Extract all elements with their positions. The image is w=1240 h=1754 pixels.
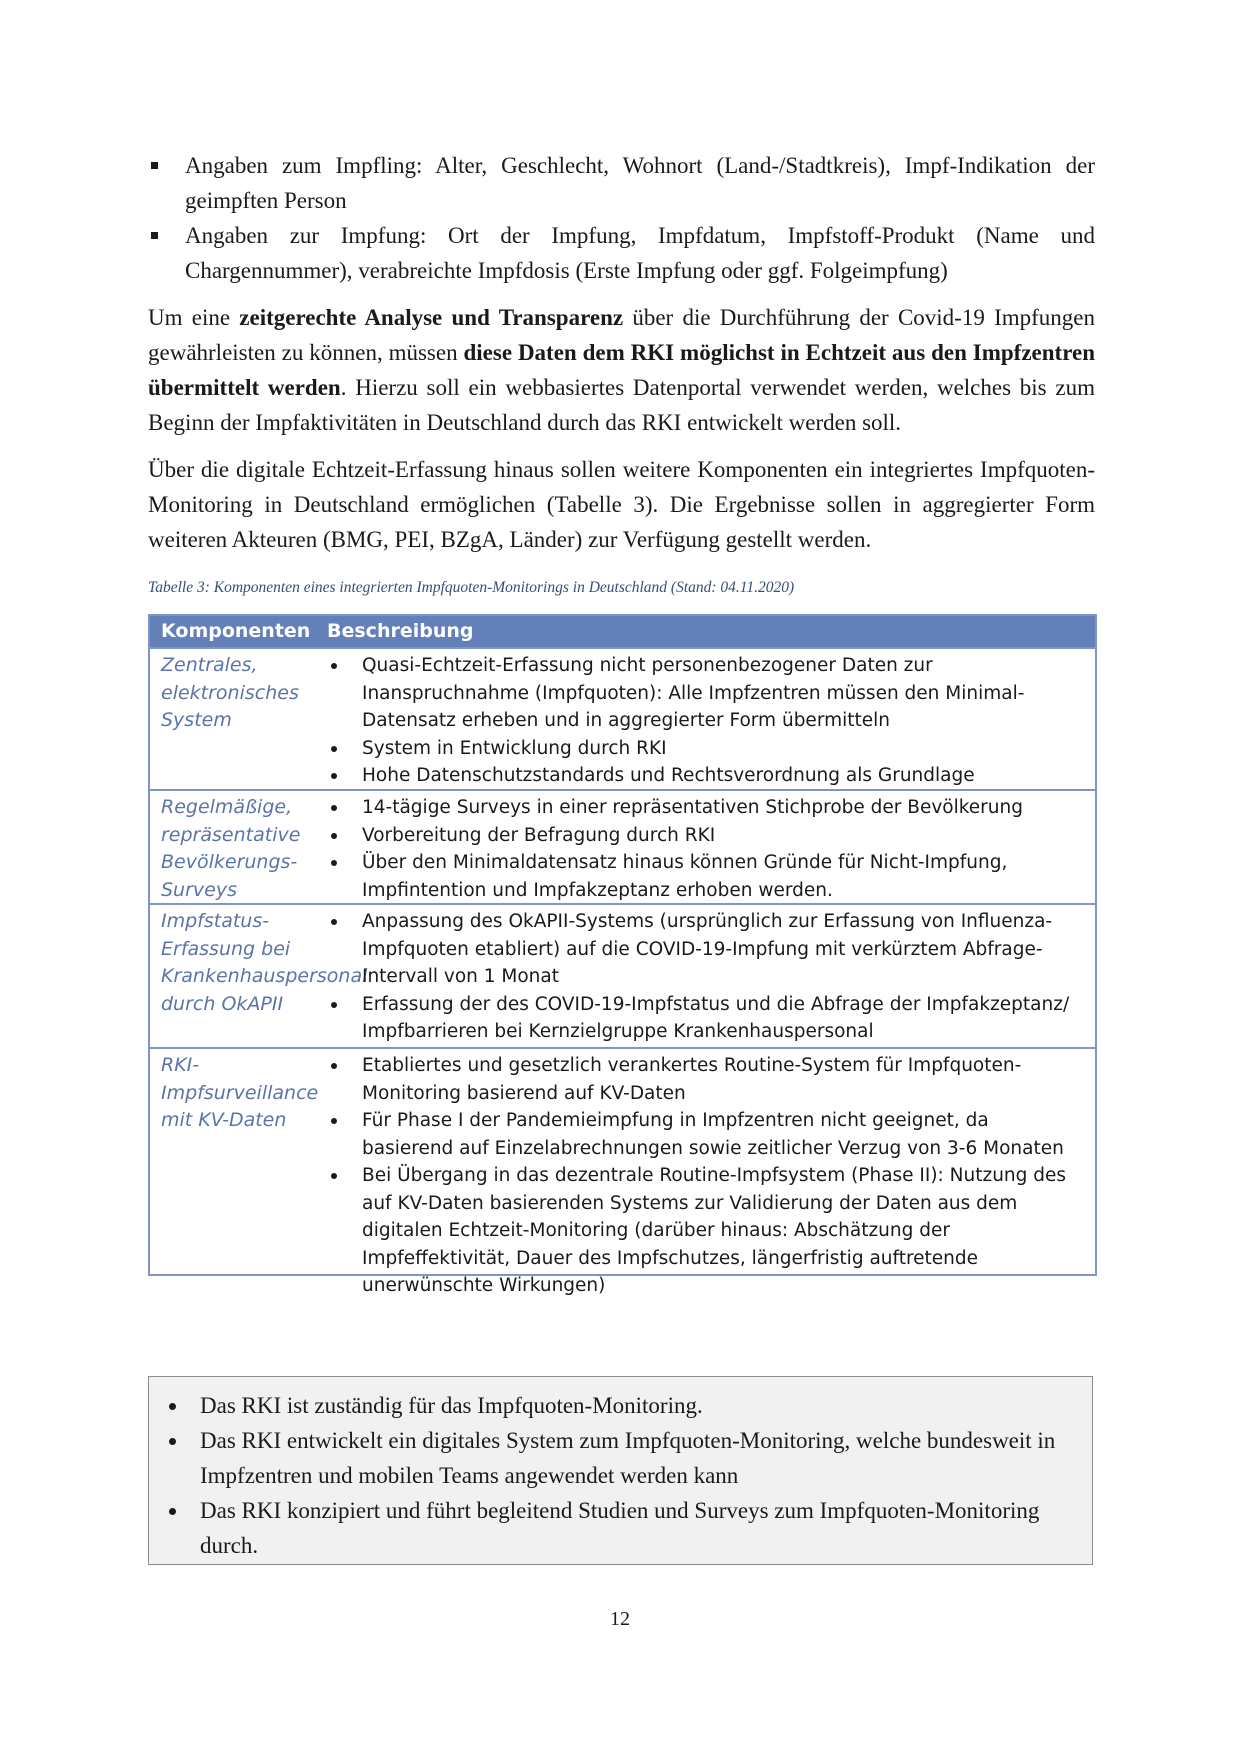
list-item: Über den Minimaldatensatz hinaus können Gründe für Nicht-Impfung, Impfintention und Impfakzeptanz erhoben werden. (317, 849, 1075, 904)
summary-box (148, 1376, 1093, 1565)
component-label: Zentrales, elektronisches System (161, 654, 299, 731)
bullet-icon (169, 1438, 176, 1445)
table-caption: Tabelle 3: Komponenten eines integrierten Impfquoten-Monitorings in Deutschland (Stand: 04.11.2020) (148, 579, 795, 596)
list-item: Angaben zum Impfling: Alter, Geschlecht, Wohnort (Land-/Stadtkreis), Impf-Indikation der geimpften Person (148, 148, 1095, 218)
bullet-icon (331, 919, 337, 925)
bullet-icon (331, 1063, 337, 1069)
component-label: Regelmäßige, repräsentative Bevölkerungs-Surveys (161, 796, 301, 901)
bullet-icon (331, 833, 337, 839)
component-label: RKI-Impfsurveillance mit KV-Daten (161, 1054, 319, 1131)
list-item: Vorbereitung der Befragung durch RKI (317, 822, 1075, 850)
bullet-icon (169, 1508, 176, 1515)
bullet-icon (331, 1118, 337, 1124)
list-item: System in Entwicklung durch RKI (317, 735, 1075, 763)
column-header: Beschreibung (327, 620, 474, 642)
table-row (150, 903, 1095, 1047)
document-page (148, 148, 1095, 1296)
paragraph-components: Über die digitale Echtzeit-Erfassung hinaus sollen weitere Komponenten ein integriertes Impfquoten-Monitoring in Deutschland ermöglichen (Tabelle 3). Die Ergebnisse sollen in aggregierter Form weiteren Akteuren (BMG, PEI, BZgA, Länder) zur Verfügung gestellt werden. (148, 457, 1095, 552)
component-label: Impfstatus-Erfassung bei Krankenhauspersonal durch OkAPII (161, 910, 368, 1015)
list-item: Das RKI entwickelt ein digitales System zum Impfquoten-Monitoring, welche bundesweit in Impfzentren und mobilen Teams angewendet werden kann (164, 1423, 1077, 1493)
square-bullet-icon (151, 232, 158, 239)
list-item: Hohe Datenschutzstandards und Rechtsverordnung als Grundlage (317, 762, 1075, 790)
list-item: Quasi-Echtzeit-Erfassung nicht personenbezogener Daten zur Inanspruchnahme (Impfquoten): Alle Impfzentren müssen den Minimal-Datensatz erheben und in aggregierter Form übermitteln (317, 652, 1075, 735)
component-description (317, 791, 1095, 903)
components-table (148, 614, 1097, 1296)
component-description (317, 649, 1095, 789)
list-item: Das RKI konzipiert und führt begleitend Studien und Surveys zum Impfquoten-Monitoring durch. (164, 1493, 1077, 1563)
emphasis: zeitgerechte Analyse und Transparenz (239, 305, 624, 330)
list-item: Bei Übergang in das dezentrale Routine-Impfsystem (Phase II): Nutzung des auf KV-Daten basierenden Systems zur Validierung der Daten aus dem digitalen Echtzeit-Monitoring (darüber hinaus: Abschätzung der Impfeffektivität, Dauer des Impfschutzes, längerfristig auftretende unerwünschte Wirkungen) (317, 1162, 1075, 1300)
list-item: Anpassung des OkAPII-Systems (ursprünglich zur Erfassung von Influenza-Impfquoten etabliert) auf die COVID-19-Impfung mit verkürztem Abfrage-Intervall von 1 Monat (317, 908, 1075, 991)
bullet-icon (331, 805, 337, 811)
bullet-icon (331, 1173, 337, 1179)
table-row (150, 1047, 1095, 1296)
list-item: 14-tägige Surveys in einer repräsentativen Stichprobe der Bevölkerung (317, 794, 1075, 822)
list-item: Das RKI ist zuständig für das Impfquoten-Monitoring. (164, 1388, 1077, 1423)
list-item: Für Phase I der Pandemieimpfung in Impfzentren nicht geeignet, da basierend auf Einzelabrechnungen sowie zeitlicher Verzug von 3-6 Monaten (317, 1107, 1075, 1162)
component-description (317, 1049, 1095, 1296)
list-item: Angaben zur Impfung: Ort der Impfung, Impfdatum, Impfstoff-Produkt (Name und Chargennummer), verabreichte Impfdosis (Erste Impfung oder ggf. Folgeimpfung) (148, 218, 1095, 288)
table-row (150, 789, 1095, 903)
paragraph-transparency: Um eine zeitgerechte Analyse und Transparenz über die Durchführung der Covid-19 Impfungen gewährleisten zu können, müssen diese Daten dem RKI möglichst in Echtzeit aus den Impfzentren übermittelt werden. Hierzu soll ein webbasiertes Datenportal verwendet werden, welches bis zum Beginn der Impfaktivitäten in Deutschland durch das RKI entwickelt werden soll. (148, 305, 1095, 435)
bullet-icon (331, 773, 337, 779)
table-row (150, 647, 1095, 789)
page-number: 12 (610, 1608, 630, 1630)
bullet-icon (331, 860, 337, 866)
bullet-icon (169, 1403, 176, 1410)
list-item: Etabliertes und gesetzlich verankertes Routine-System für Impfquoten-Monitoring basierend auf KV-Daten (317, 1052, 1075, 1107)
emphasis: diese Daten dem RKI möglichst in Echtzeit aus den Impfzentren übermittelt werden (148, 340, 1095, 400)
column-header: Komponenten (161, 620, 311, 642)
bullet-icon (331, 663, 337, 669)
table-header (150, 616, 1095, 647)
component-description (317, 905, 1095, 1047)
bullet-icon (331, 746, 337, 752)
square-bullet-icon (151, 162, 158, 169)
list-item: Erfassung der des COVID-19-Impfstatus und die Abfrage der Impfakzeptanz/ Impfbarrieren bei Kernzielgruppe Krankenhauspersonal (317, 991, 1075, 1046)
bullet-icon (331, 1002, 337, 1008)
data-fields-list (148, 148, 1095, 288)
